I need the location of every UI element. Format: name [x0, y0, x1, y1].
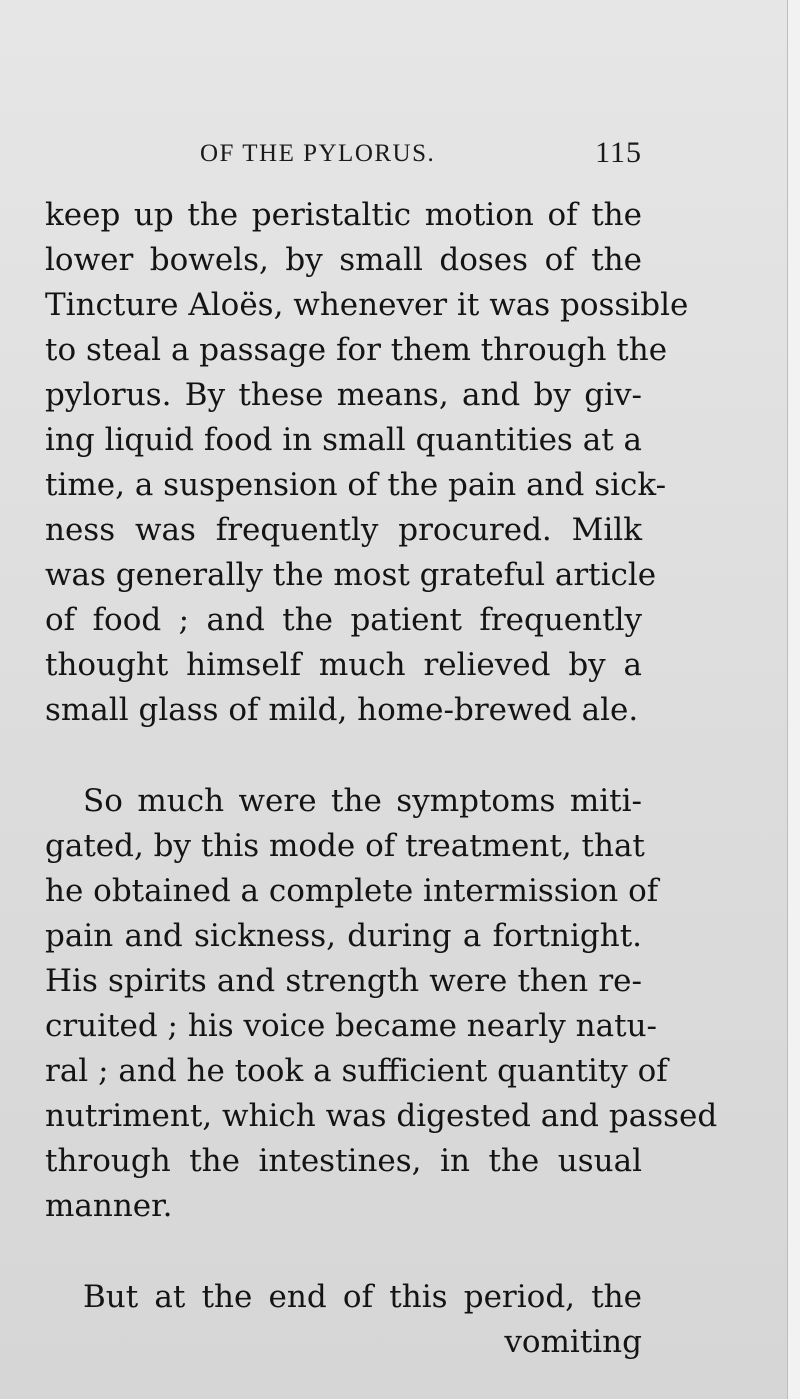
- text-line: ral ; and he took a sufficient quantity of: [45, 1053, 668, 1089]
- page-edge: [787, 0, 800, 1399]
- text-line: thought himself much relieved by a: [45, 647, 642, 683]
- paragraph: [45, 193, 689, 733]
- text-line: His spirits and strength were then re-: [45, 963, 642, 999]
- text-line: through the intestines, in the usual: [45, 1143, 642, 1179]
- text-line: pain and sickness, during a fortnight.: [45, 918, 642, 954]
- running-head: OF THE PYLORUS.: [200, 140, 436, 167]
- text-line: cruited ; his voice became nearly natu-: [45, 1008, 658, 1044]
- text-line: lower bowels, by small doses of the: [45, 242, 642, 278]
- text-line: Tincture Aloës, whenever it was possible: [45, 287, 689, 323]
- text-line: But at the end of this period, the: [83, 1279, 642, 1315]
- text-line: manner.: [45, 1188, 173, 1224]
- catchword: vomiting: [504, 1324, 642, 1360]
- text-line: small glass of mild, home-brewed ale.: [45, 692, 639, 728]
- text-line: So much were the symptoms miti-: [83, 783, 642, 819]
- text-line: ness was frequently procured. Milk: [45, 512, 642, 548]
- text-line: he obtained a complete intermission of: [45, 873, 659, 909]
- body-text: [45, 193, 718, 1365]
- text-line: gated, by this mode of treatment, that: [45, 828, 645, 864]
- paragraph-gap: [45, 733, 642, 779]
- text-line: to steal a passage for them through the: [45, 332, 668, 368]
- text-line: time, a suspension of the pain and sick-: [45, 467, 667, 503]
- text-line: nutriment, which was digested and passed: [45, 1098, 718, 1134]
- page-header: [45, 136, 642, 176]
- text-line: of food ; and the patient frequently: [45, 602, 642, 638]
- text-line: ing liquid food in small quantities at a: [45, 422, 642, 458]
- text-line: was generally the most grateful article: [45, 557, 657, 593]
- page-number: 115: [595, 136, 642, 169]
- paragraph: [45, 1275, 642, 1320]
- paragraph-gap: [45, 1229, 642, 1275]
- paragraph: [45, 779, 718, 1229]
- text-line: pylorus. By these means, and by giv-: [45, 377, 642, 413]
- text-line: keep up the peristaltic motion of the: [45, 197, 642, 233]
